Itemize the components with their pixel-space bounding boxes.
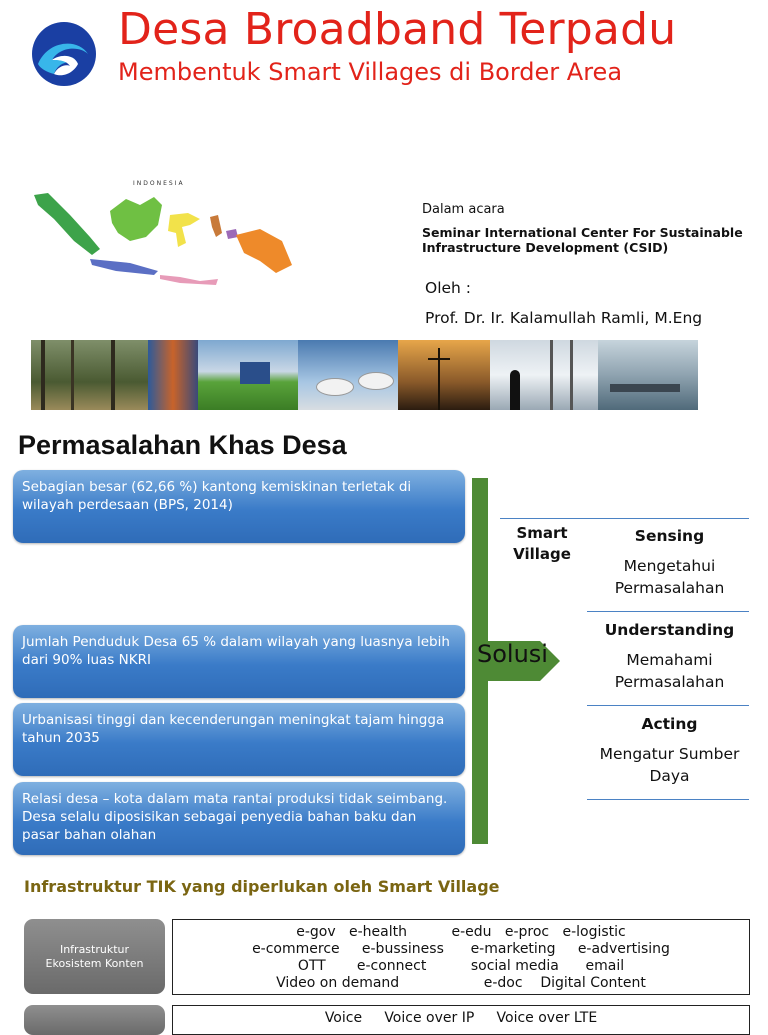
stage-sensing-title: Sensing [634,527,705,545]
stage-acting-desc: Mengatur Sumber Daya [599,745,740,785]
problem-box-4: Relasi desa – kota dalam mata rantai produksi tidak seimbang. Desa selalu diposisikan sebagai penyedia bahan baku dan pasar bahan olahan [13,782,465,855]
solution-label: Solusi [477,640,548,668]
indonesia-map-image [30,175,295,293]
event-name: Seminar International Center For Sustainable Infrastructure Development (CSID) [422,225,743,255]
stage-sensing-desc: Mengetahui Permasalahan [614,557,725,597]
event-intro: Dalam acara [422,202,505,217]
kominfo-logo-icon [30,20,98,88]
navy-ships-photo [598,340,698,410]
map-label: INDONESIA [133,180,185,187]
forest-road-photo [31,340,148,410]
power-tower-photo [398,340,490,410]
page-subtitle: Membentuk Smart Villages di Border Area [118,58,623,86]
smart-village-title: Smart Village [513,524,571,563]
table-divider [587,705,749,706]
stage-understanding-desc: Memahami Permasalahan [614,651,725,691]
table-divider [587,799,749,800]
table-divider [587,611,749,612]
stage-understanding-title: Understanding [604,621,735,639]
telecom-tower-photo [490,340,598,410]
infra-title: Infrastruktur TIK yang diperlukan oleh Smart Village [24,877,500,896]
page-title: Desa Broadband Terpadu [118,4,677,55]
infra-content-box: e-gov e-health e-edu e-proc e-logistic e-commerce e-bussiness e-marketing e-advertising OTT e-connect social media email Video on demand e-doc Digital Content [172,919,750,995]
satellite-dish-photo [298,340,398,410]
problem-box-2: Jumlah Penduduk Desa 65 % dalam wilayah yang luasnya lebih dari 90% luas NKRI [13,625,465,698]
stage-acting-title: Acting [641,715,698,733]
problem-box-3: Urbanisasi tinggi dan kecenderungan meningkat tajam hingga tahun 2035 [13,703,465,776]
author-name: Prof. Dr. Ir. Kalamullah Ramli, M.Eng [425,309,703,327]
infra-network-box: Voice Voice over IP Voice over LTE [172,1005,750,1035]
by-label: Oleh : [425,279,472,297]
table-divider [500,518,749,519]
equipment-photo [148,340,198,410]
problem-box-1: Sebagian besar (62,66 %) kantong kemiskinan terletak di wilayah perdesaan (BPS, 2014) [13,470,465,543]
village-field-photo [198,340,298,410]
infra-label-content: Infrastruktur Ekosistem Konten [24,919,165,994]
photo-strip [31,340,698,410]
event-info [422,202,762,255]
infra-label-network [24,1005,165,1035]
section-title: Permasalahan Khas Desa [18,430,347,460]
